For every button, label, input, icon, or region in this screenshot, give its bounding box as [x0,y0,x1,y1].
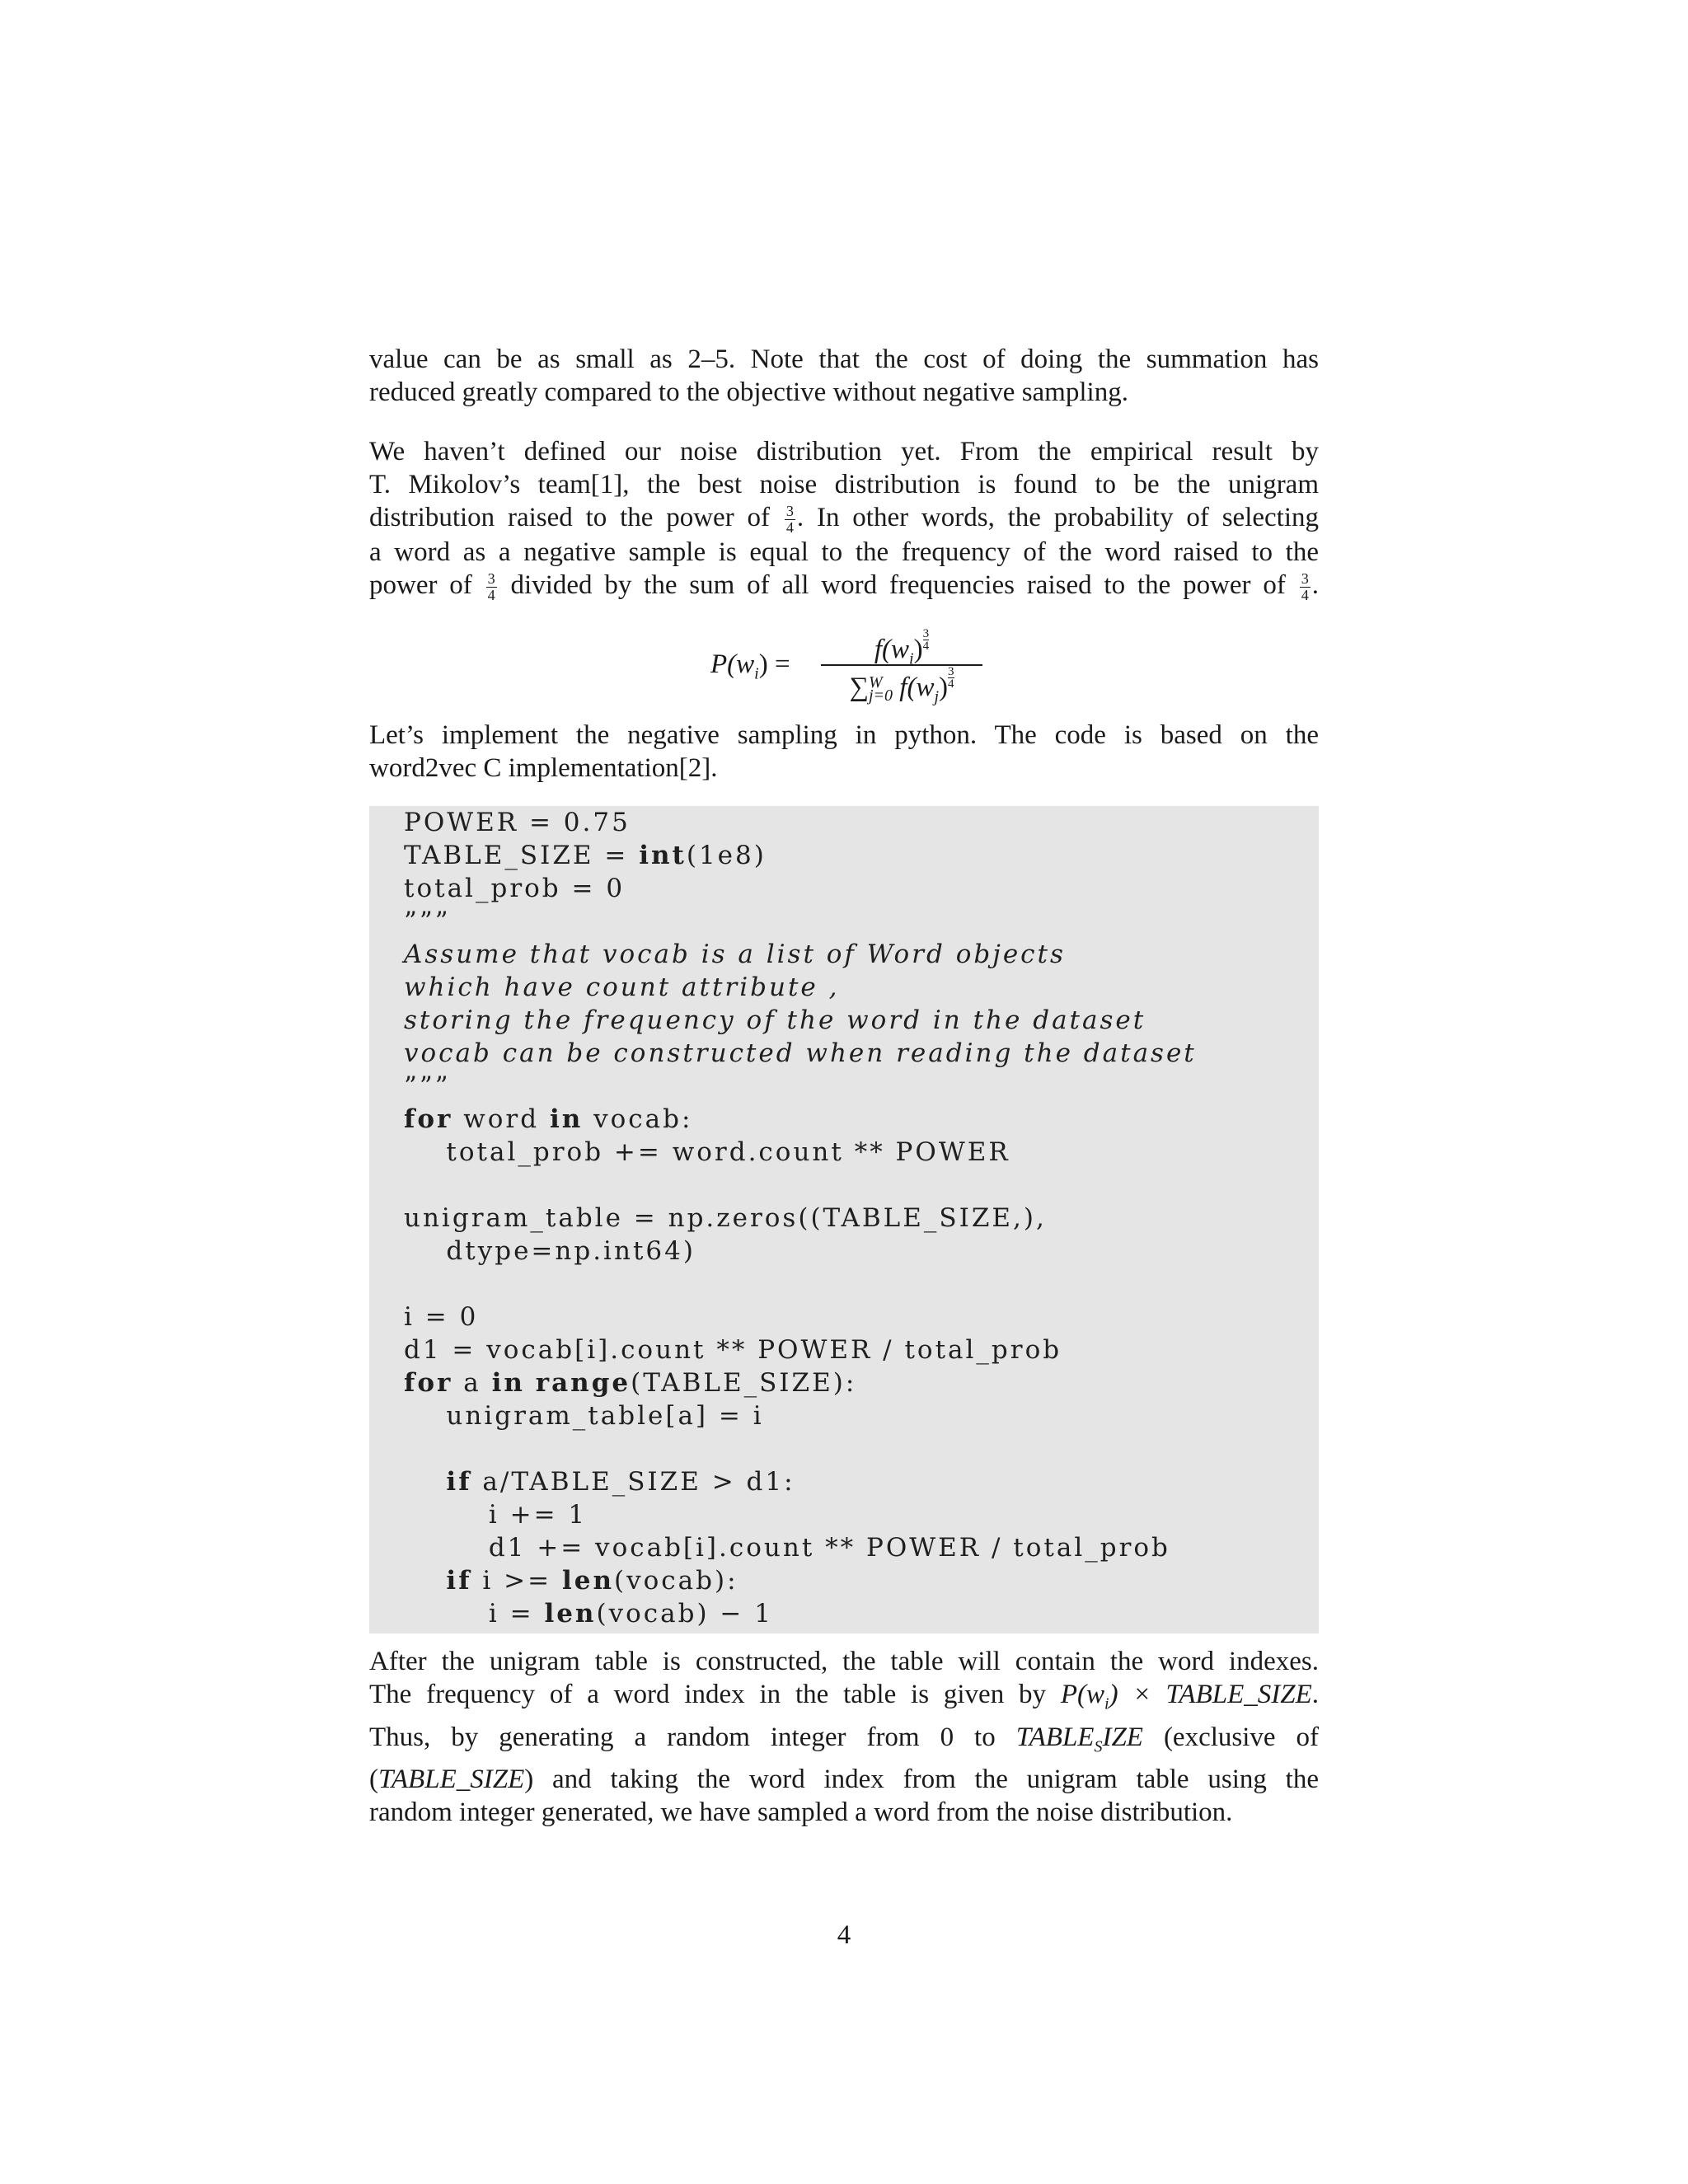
paragraph-summation-cost [369,343,1319,409]
code-line: dtype=np.int64) [404,1236,696,1266]
para3-line1: Let’s implement the negative sampling in python. The code is based on the [369,720,1319,750]
code-line: POWER = 0.75 [404,808,631,837]
para4-line2: The frequency of a word index in the table is given by $P(w_i)$ × TABLE_SIZE. [369,1680,1320,1713]
code-comment-line: which have count attribute , [404,972,840,1002]
code-line: TABLE_SIZE = [404,841,640,870]
para4-line5: random integer generated, we have sampled a word from the noise distribution. [369,1797,1233,1828]
page-number: 4 [837,1920,851,1950]
code-line: unigram_table = np.zeros((TABLE_SIZE,), [404,1203,1047,1233]
formula-lhs: $P(w_i)$ = [710,649,790,683]
code-line: i = 0 [404,1302,479,1332]
sum-symbol: ∑ [849,673,869,702]
code-line: unigram_table[a] = i [404,1401,764,1431]
para3-line2: word2vec C implementation[2]. [369,753,718,783]
para2-line5-end: divided by the sum of all word frequencies raised to the power of [510,570,1286,601]
paragraph-implementation-intro [369,719,1319,785]
para4-line1: After the unigram table is constructed, the table will contain the word indexes. [369,1647,1319,1676]
code-listing [369,806,1319,1633]
formula-denominator: ∑ W j=0 $f(w_j)$ $\frac{3}{4}$ [849,665,954,706]
para2-line3-start: distribution raised to the power of [369,503,770,532]
para2-line3 [369,501,1319,536]
para2-line2: T. Mikolov’s team[1], the best noise distribution is found to be the unigram [369,470,1319,499]
code-line: total_prob = 0 [404,874,626,903]
fraction-three-quarters-2: $\frac{3}{4}$ [487,570,495,604]
code-comment-line: vocab can be constructed when reading the dataset [404,1038,1197,1068]
para1-line2: reduced greatly compared to the objective without negative sampling. [369,377,1128,407]
para1-line1: value can be as small as 2–5. Note that the cost of doing the summation has [369,344,1319,374]
paragraph-noise-distribution [369,435,1319,603]
code-comment-line: Assume that vocab is a list of Word objects [404,940,1066,969]
code-comment-line: storing the frequency of the word in the dataset [404,1005,1146,1035]
para2-line1: We haven’t defined our noise distribution yet. From the empirical result by [369,437,1319,466]
code-line: ””” [404,907,451,936]
formula-fraction [821,627,982,706]
code-line: ””” [404,1071,451,1101]
fraction-three-quarters: $\frac{3}{4}$ [785,503,794,537]
para2-line5: power of $\frac{3}{4}$ divided by the sum of all word frequencies raised to the power of $\frac{3}{4}$ . [369,570,1320,604]
paragraph-unigram-table-explanation [369,1645,1319,1829]
para2-line5-start: power of [369,570,472,601]
formula-exponent: $\frac{3}{4}$ [922,627,930,653]
code-line: d1 = vocab[i].count ** POWER / total_prob [404,1335,1062,1365]
para4-line3: Thus, by generating a random integer from 0 to $TABLE_SIZE$ (exclusive of [369,1722,1320,1756]
code-line: d1 += vocab[i].count ** POWER / total_prob [404,1533,1170,1563]
para2-line4: a word as a negative sample is equal to the frequency of the word raised to the [369,537,1319,568]
fraction-three-quarters-3: $\frac{3}{4}$ [1301,570,1309,604]
para2-line3-end: . In other words, the probability of selecting [796,503,1319,532]
code-line: total_prob += word.count ** POWER [404,1137,1010,1167]
para4-line4: (TABLE_SIZE) and taking the word index from the unigram table using the [369,1765,1319,1795]
formula-numerator: $f(w_i)$ $\frac{3}{4}$ [821,628,982,666]
code-line: i += 1 [404,1500,588,1530]
code-text: POWER = 0.75 TABLE_SIZE = int(1e8) total_prob = 0 ””” Assume that vocab is a list of Word objects which have count attribute , storing the frequency of the word in the dataset vocab can be constructed when reading the dataset ””” for word in vocab: total_prob += word.count ** POWER unigram_table = np.zeros((TABLE_SIZE,), dtype=np.int64) i = 0 d1 = vocab[i].count ** POWER / total_prob for a in range(TABLE_SIZE): unigram_table[a] = i if a/TABLE_SIZE > d1: i += 1 d1 += vocab[i].count ** POWER / total_prob if i >= len(vocab): i = len(vocab) − 1 [404,808,1197,1629]
unigram-probability-formula [0,628,1688,710]
